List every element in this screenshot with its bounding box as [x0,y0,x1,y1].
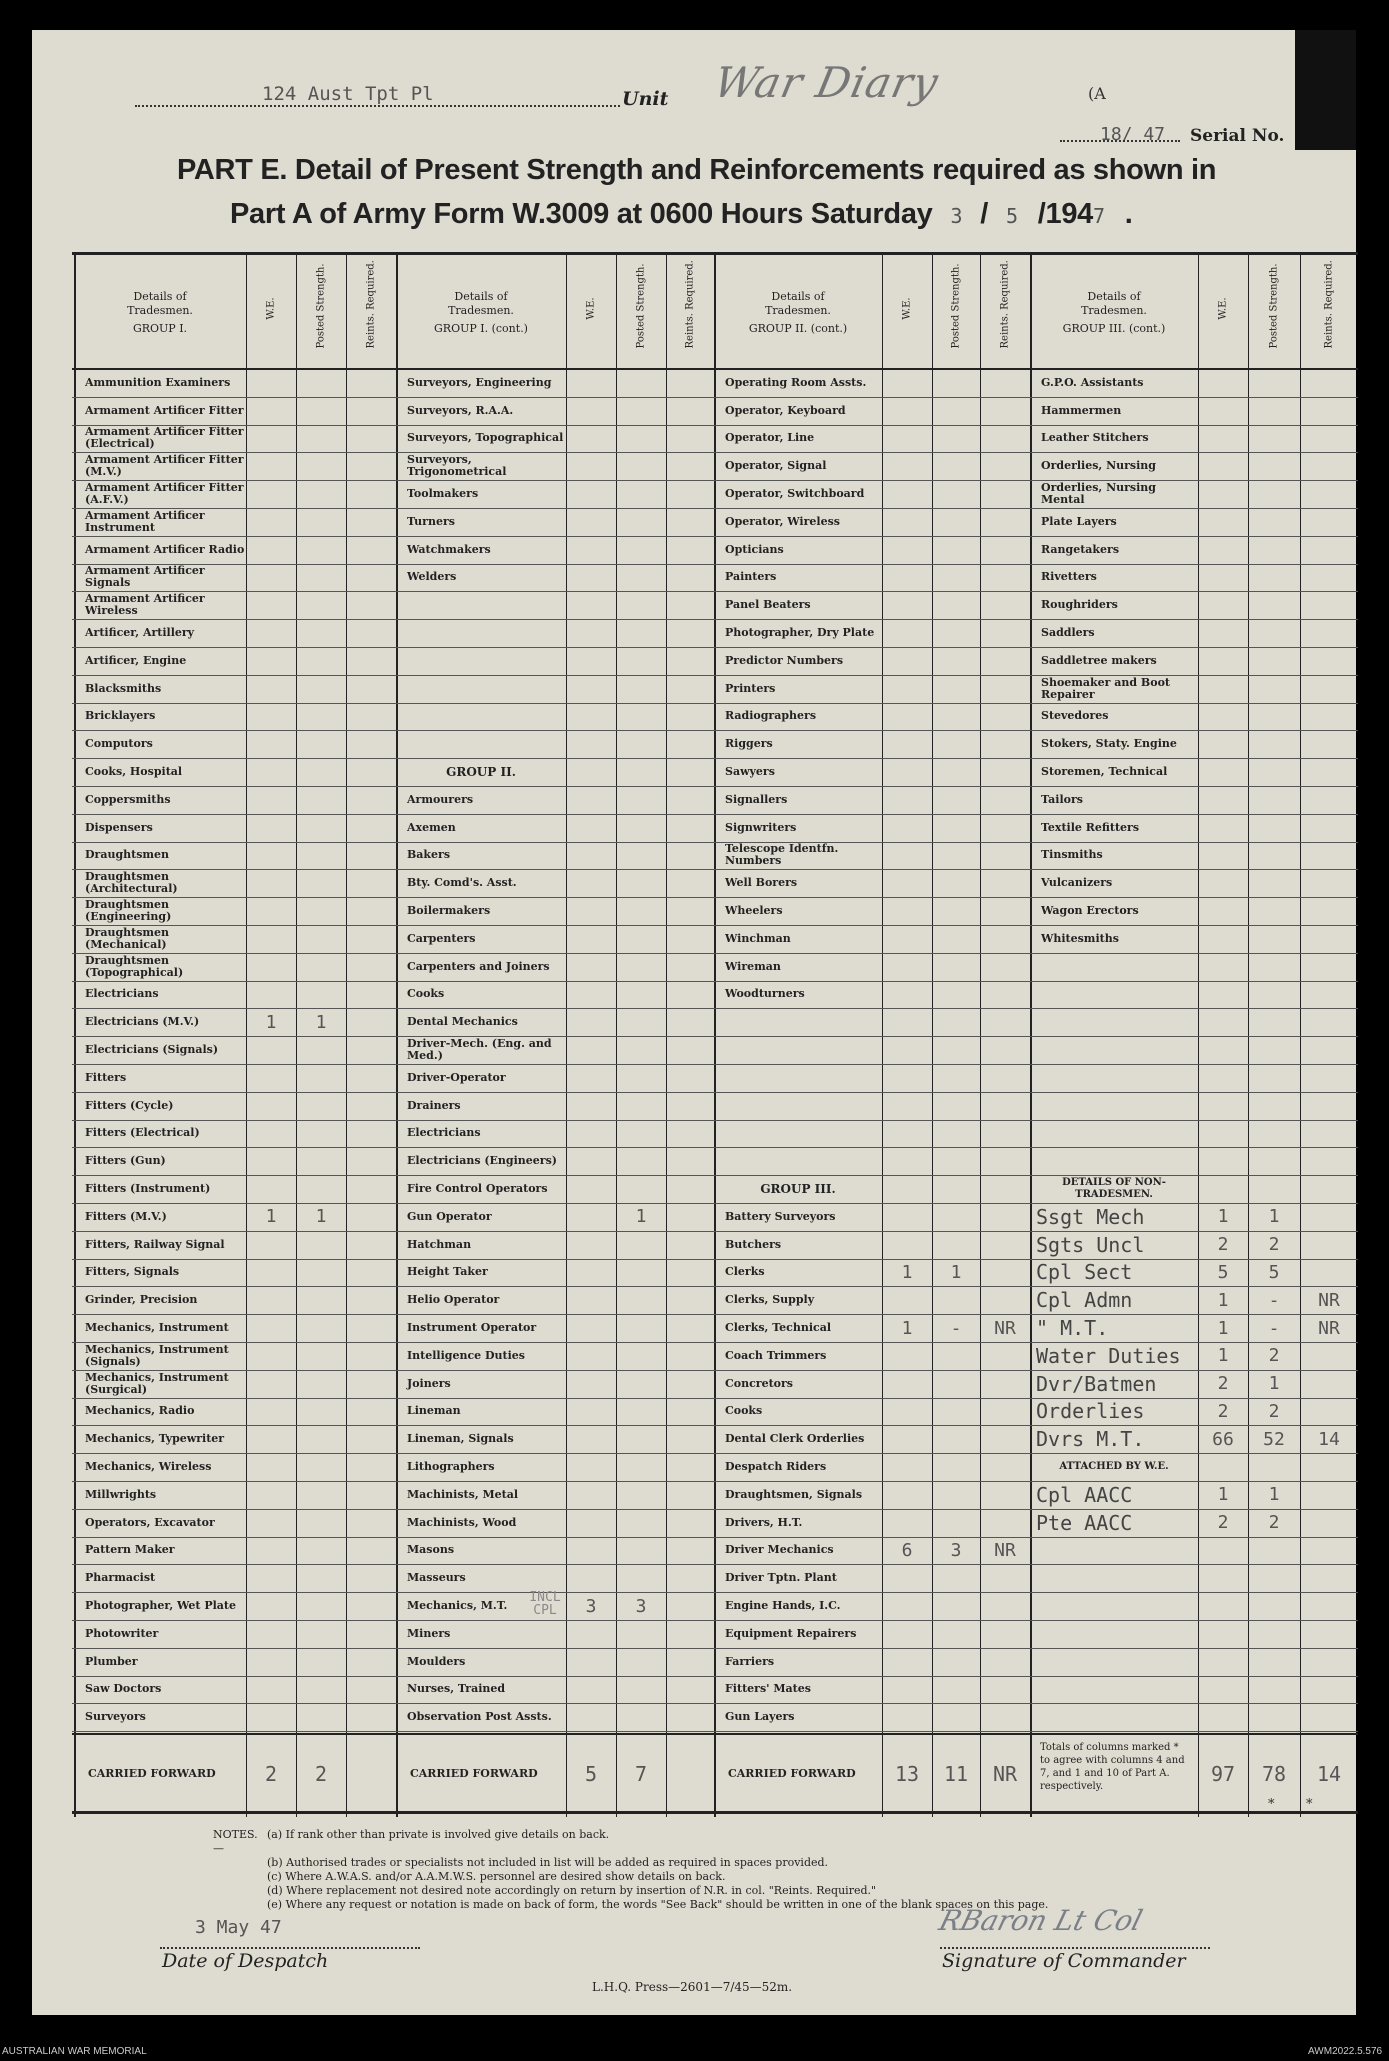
group-heading: ATTACHED BY W.E. [1059,1461,1169,1473]
note-a: (a) If rank other than private is involved give details on back. [267,1828,610,1841]
trade-name: Ssgt Mech [1036,1204,1145,1229]
trade-name: Electricians (M.V.) [85,1015,200,1029]
date-end: . [1124,198,1133,230]
details-label: Details of Tradesmen. [765,290,831,317]
trade-name: Moulders [407,1654,466,1668]
trade-name: Photographer, Dry Plate [725,626,875,640]
we-value: 2 [1217,1373,1229,1395]
reints-header: Reints. Required. [684,260,696,349]
we-value: 1 [265,1206,277,1228]
posted-value: 1 [315,1011,327,1033]
trade-name: Signwriters [725,820,797,834]
trade-name: Hatchman [407,1237,472,1251]
we-value: 1 [901,1317,913,1339]
group-heading: GROUP III. [760,1182,836,1197]
trade-name: Mechanics, Instrument (Surgical) [85,1370,229,1396]
totals-instruction: Totals of columns marked * to agree with columns 4 and 7, and 1 and 10 of Part A. respectively. [1040,1742,1185,1793]
trade-name: Rivetters [1041,570,1097,584]
reints-header: Reints. Required. [1323,260,1335,349]
we-value: 6 [901,1539,913,1561]
trade-name: Armament Artificer Fitter (A.F.V.) [85,481,244,507]
trade-name: Cpl Sect [1036,1260,1133,1285]
trade-name: Orderlies [1036,1399,1145,1424]
trade-name: Leather Stitchers [1041,431,1149,445]
trade-name: Wagon Erectors [1041,904,1139,918]
trade-name: Printers [725,681,776,695]
trade-name: Cooks, Hospital [85,765,183,779]
trade-name: Pattern Maker [85,1543,175,1557]
unit-dotted-line [135,105,620,107]
trade-name: Cooks [407,987,445,1001]
trade-name: Winchman [725,931,791,945]
group-heading: GROUP II. [446,765,516,780]
note-c: (c) Where A.W.A.S. and/or A.A.M.W.S. personnel are desired show details on back. [267,1870,726,1883]
row-rule [72,1147,1358,1148]
trade-name: Radiographers [725,709,817,723]
typed-note: INCL CPL [529,1590,561,1619]
trade-name: Mechanics, Instrument (Signals) [85,1342,229,1368]
group-label: GROUP III. (cont.) [1062,322,1166,335]
we-value: 1 [1217,1317,1229,1339]
trade-name: Welders [407,570,457,584]
trade-name: Gun Layers [725,1710,795,1724]
we-value: 1 [1217,1289,1229,1311]
trade-name: Armament Artificer Radio [85,542,245,556]
date-month: 5 [1006,204,1018,228]
trade-name: G.P.O. Assistants [1041,375,1144,389]
trade-name: Saddletree makers [1041,653,1157,667]
trade-name: Operator, Wireless [725,514,840,528]
we-value: 5 [1217,1261,1229,1283]
black-corner-tab [1295,30,1356,150]
trade-name: Toolmakers [407,487,479,501]
posted-value: 1 [315,1206,327,1228]
despatch-date: 3 May 47 [195,1917,282,1938]
posted-value: 3 [950,1539,962,1561]
group-heading: DETAILS OF NON-TRADESMEN. [1062,1177,1166,1201]
reints-value: 14 [1318,1428,1340,1450]
trade-name: Battery Surveyors [725,1209,836,1223]
trade-name: Cpl Admn [1036,1288,1133,1313]
trade-name: Dental Mechanics [407,1015,518,1029]
trade-name: Fitters (Electrical) [85,1126,200,1140]
trade-name: Saddlers [1041,626,1095,640]
trade-name: Fitters [85,1070,127,1084]
details-header [714,263,882,363]
trade-name: Farriers [725,1654,775,1668]
row-rule [72,1036,1358,1037]
trade-name: Armament Artificer Fitter (Electrical) [85,425,244,451]
serial-value: 18/ 47 [1100,124,1166,145]
group-label: GROUP II. (cont.) [748,322,848,335]
trade-name: Drainers [407,1098,461,1112]
we-header: W.E. [585,297,597,320]
details-label: Details of Tradesmen. [448,290,514,317]
trade-name: Millwrights [85,1487,157,1501]
date-sep: / [980,198,988,230]
trade-name: Electricians (Signals) [85,1043,219,1057]
we-value: 3 [585,1595,597,1617]
posted-value: 52 [1263,1428,1285,1450]
trade-name: Operator, Keyboard [725,403,846,417]
we-value: 2 [1217,1512,1229,1534]
trade-name: Signallers [725,792,788,806]
reints-value: NR [994,1317,1016,1339]
trade-name: Shoemaker and Boot Repairer [1041,675,1170,701]
posted-value: 1 [1268,1484,1280,1506]
trade-name: Axemen [407,820,456,834]
trade-name: Textile Refitters [1041,820,1140,834]
trade-name: Boilermakers [407,904,491,918]
trade-name: Dispensers [85,820,153,834]
we-header: W.E. [901,297,913,320]
trade-name: Dvrs M.T. [1036,1427,1145,1452]
trade-name: Grinder, Precision [85,1293,198,1307]
total-we: 2 [264,1762,278,1787]
trade-name: Carpenters and Joiners [407,959,550,973]
trade-name: Butchers [725,1237,782,1251]
we-header: W.E. [1217,297,1229,320]
title-line-2 [230,198,1133,231]
posted-value: 2 [1268,1234,1280,1256]
trade-name: Electricians (Engineers) [407,1154,557,1168]
trade-name: Draughtsmen, Signals [725,1487,863,1501]
trade-name: Fitters (M.V.) [85,1209,167,1223]
date-year-suffix: 7 [1093,204,1105,228]
trade-name: Roughriders [1041,598,1118,612]
despatch-label: Date of Despatch [162,1950,329,1972]
total-posted: 11 [943,1762,969,1787]
posted-value: 1 [1268,1206,1280,1228]
trade-name: Despatch Riders [725,1460,827,1474]
trade-name: Fire Control Operators [407,1182,548,1196]
trade-name: " M.T. [1036,1316,1109,1341]
trade-name: Fitters, Railway Signal [85,1237,225,1251]
commander-signature: RBaron Lt Col [935,1904,1146,1937]
trade-name: Orderlies, Nursing [1041,459,1156,473]
trade-name: Coach Trimmers [725,1348,827,1362]
strength-table [72,252,1358,1814]
trade-name: Opticians [725,542,784,556]
posted-value: 3 [635,1595,647,1617]
trade-name: Orderlies, Nursing Mental [1041,481,1156,507]
unit-label: Unit [622,88,669,110]
trade-name: Surveyors, Topographical [407,431,564,445]
we-value: 2 [1217,1234,1229,1256]
trade-name: Dental Clerk Orderlies [725,1432,865,1446]
total-reints: NR [992,1762,1018,1787]
trade-name: Engine Hands, I.C. [725,1599,841,1613]
trade-name: Armament Artificer Wireless [85,592,205,618]
grand-total-reints: 14 [1316,1762,1342,1787]
grand-total-posted: 78 [1261,1762,1287,1787]
details-header [74,263,246,363]
trade-name: Draughtsmen (Engineering) [85,898,172,924]
handwritten-title: War Diary [709,58,944,107]
trade-name: Operator, Switchboard [725,487,865,501]
posted-value: 1 [1268,1373,1280,1395]
reints-value: NR [1318,1289,1340,1311]
trade-name: Armament Artificer Fitter (M.V.) [85,453,244,479]
trade-name: Masons [407,1543,455,1557]
details-header [1030,263,1198,363]
trade-name: Well Borers [725,876,798,890]
trade-name: Stevedores [1041,709,1109,723]
row-rule [72,1064,1358,1065]
trade-name: Whitesmiths [1041,931,1119,945]
trade-name: Machinists, Wood [407,1515,517,1529]
trade-name: Predictor Numbers [725,653,844,667]
carried-forward-label: CARRIED FORWARD [410,1767,538,1781]
trade-name: Plate Layers [1041,514,1117,528]
trade-name: Photowriter [85,1626,159,1640]
posted-value: - [1268,1317,1280,1339]
row-rule [72,1731,1358,1732]
signature-label: Signature of Commander [942,1950,1186,1972]
watermark-left: AUSTRALIAN WAR MEMORIAL [2,2046,147,2057]
trade-name: Mechanics, Typewriter [85,1432,225,1446]
total-reints [666,1733,714,1815]
trade-name: Pharmacist [85,1571,156,1585]
trade-name: Artificer, Artillery [85,626,195,640]
posted-value: 2 [1268,1512,1280,1534]
trade-name: Electricians [407,1126,481,1140]
trade-name: Height Taker [407,1265,488,1279]
trade-name: Miners [407,1626,451,1640]
carried-forward-label: CARRIED FORWARD [728,1767,856,1781]
trade-name: Operators, Excavator [85,1515,215,1529]
asterisk-mark: * [1268,1797,1275,1812]
trade-name: Driver Mechanics [725,1543,834,1557]
trade-name: Sgts Uncl [1036,1232,1145,1257]
trade-name: Panel Beaters [725,598,811,612]
trade-name: Intelligence Duties [407,1348,525,1362]
posted-value: 5 [1268,1261,1280,1283]
trade-name: Water Duties [1036,1343,1181,1368]
date-day: 3 [950,204,963,228]
group-label: GROUP I. [132,322,188,335]
trade-name: Woodturners [725,987,805,1001]
notes-label: NOTES.— [213,1828,258,1855]
reints-header: Reints. Required. [999,260,1011,349]
trade-name: Painters [725,570,777,584]
trade-name: Draughtsmen (Topographical) [85,953,184,979]
trade-name: Drivers, H.T. [725,1515,803,1529]
trade-name: Plumber [85,1654,138,1668]
trade-name: Masseurs [407,1571,466,1585]
posted-value: - [1268,1289,1280,1311]
trade-name: Clerks [725,1265,765,1279]
trade-name: Wireman [725,959,781,973]
trade-name: Observation Post Assts. [407,1710,552,1724]
total-we: 13 [894,1762,920,1787]
group-label: GROUP I. (cont.) [434,322,528,335]
trade-name: Stokers, Staty. Engine [1041,737,1177,751]
posted-header: Posted Strength. [1268,263,1280,349]
we-header: W.E. [265,297,277,320]
trade-name: Mechanics, Wireless [85,1460,212,1474]
signature-dotted-line [940,1947,1210,1949]
trade-name: Fitters' Mates [725,1682,811,1696]
title-line-1: PART E. Detail of Present Strength and Reinforcements required as shown in [177,154,1217,186]
row-rule [72,1120,1358,1121]
trade-name: Saw Doctors [85,1682,162,1696]
trade-name: Armament Artificer Fitter [85,403,244,417]
trade-name: Photographer, Wet Plate [85,1599,237,1613]
trade-name: Mechanics, Radio [85,1404,195,1418]
trade-name: Surveyors, R.A.A. [407,403,514,417]
trade-name: Tinsmiths [1041,848,1103,862]
trade-name: Blacksmiths [85,681,162,695]
trade-name: Fitters (Cycle) [85,1098,174,1112]
trade-name: Hammermen [1041,403,1122,417]
details-label: Details of Tradesmen. [127,290,193,317]
we-value: 66 [1212,1428,1234,1450]
trade-name: Draughtsmen (Architectural) [85,870,178,896]
date-year-prefix: /194 [1037,198,1093,230]
asterisk-mark: * [1306,1797,1313,1812]
trade-name: Mechanics, Instrument [85,1321,229,1335]
we-value: 2 [1217,1400,1229,1422]
grand-total-we: 97 [1210,1762,1236,1787]
trade-name: Driver-Mech. (Eng. and Med.) [407,1037,552,1063]
trade-name: Joiners [407,1376,451,1390]
trade-name: Instrument Operator [407,1321,537,1335]
trade-name: Surveyors [85,1710,146,1724]
trade-name: Surveyors, Trigonometrical [407,453,507,479]
trade-name: Machinists, Metal [407,1487,519,1501]
trade-name: Turners [407,514,455,528]
note-d: (d) Where replacement not desired note accordingly on return by insertion of N.R. in col. "Reints. Required." [267,1884,877,1897]
we-value: 1 [1217,1206,1229,1228]
total-posted: 2 [314,1762,328,1787]
we-value: 1 [1217,1345,1229,1367]
date-year [1038,198,1105,231]
trade-name: Cooks [725,1404,763,1418]
total-reints [346,1733,396,1815]
posted-value: - [950,1317,962,1339]
trade-name: Concretors [725,1376,793,1390]
title-line-2-text: Part A of Army Form W.3009 at 0600 Hours Saturday [230,198,933,230]
trade-name: Computors [85,737,153,751]
print-reference: L.H.Q. Press—2601—7/45—52m. [592,1980,793,1994]
posted-header: Posted Strength. [315,263,327,349]
details-label: Details of Tradesmen. [1081,290,1147,317]
trade-name: Draughtsmen (Mechanical) [85,925,170,951]
trade-name: Lineman [407,1404,461,1418]
note-row-a [213,1828,1048,1856]
trade-name: Cpl AACC [1036,1482,1133,1507]
total-posted: 7 [634,1762,648,1787]
trade-name: Lithographers [407,1460,495,1474]
trade-name: Helio Operator [407,1293,500,1307]
trade-name: Artificer, Engine [85,653,187,667]
trade-name: Sawyers [725,765,775,779]
serial-dotted-line [1060,140,1180,142]
trade-name: Vulcanizers [1041,876,1113,890]
reints-value: NR [1318,1317,1340,1339]
corner-mark: (A [1088,84,1106,103]
trade-name: Driver-Operator [407,1070,506,1084]
total-we: 5 [584,1762,598,1787]
unit-name: 124 Aust Tpt Pl [262,83,434,105]
trade-name: Telescope Identfn. Numbers [725,842,839,868]
trade-name: Nurses, Trained [407,1682,506,1696]
trade-name: Tailors [1041,792,1083,806]
serial-label: Serial No. [1190,126,1285,146]
trade-name: Clerks, Technical [725,1321,831,1335]
trade-name: Operator, Signal [725,459,827,473]
trade-name: Bty. Comd's. Asst. [407,876,517,890]
trade-name: Bricklayers [85,709,156,723]
note-b: (b) Authorised trades or specialists not included in list will be added as required in spaces provided. [267,1856,829,1869]
trade-name: Armourers [407,792,474,806]
trade-name: Lineman, Signals [407,1432,514,1446]
note-e: (e) Where any request or notation is made on back of form, the words "See Back" should be written in one of the blank spaces on this page. [267,1898,1049,1911]
posted-value: 2 [1268,1345,1280,1367]
details-header [396,263,566,363]
trade-name: Fitters (Gun) [85,1154,166,1168]
trade-name: Clerks, Supply [725,1293,815,1307]
we-value: 1 [1217,1484,1229,1506]
posted-value: 1 [950,1261,962,1283]
reints-header: Reints. Required. [365,260,377,349]
posted-value: 1 [635,1206,647,1228]
trade-name: Storemen, Technical [1041,765,1168,779]
trade-name: Wheelers [725,904,783,918]
trade-name: Rangetakers [1041,542,1120,556]
posted-header: Posted Strength. [950,263,962,349]
watermark-right: AWM2022.5.576 [1308,2046,1383,2057]
trade-name: Mechanics, M.T. [407,1599,508,1613]
trade-name: Draughtsmen [85,848,170,862]
row-rule [72,1092,1358,1093]
we-value: 1 [265,1011,277,1033]
trade-name: Operator, Line [725,431,815,445]
trade-name: Armament Artificer Signals [85,564,205,590]
carried-forward-label: CARRIED FORWARD [88,1767,216,1781]
trade-name: Driver Tptn. Plant [725,1571,837,1585]
trade-name: Watchmakers [407,542,491,556]
trade-name: Gun Operator [407,1209,492,1223]
trade-name: Riggers [725,737,773,751]
despatch-dotted-line [160,1947,420,1949]
trade-name: Fitters, Signals [85,1265,180,1279]
trade-name: Equipment Repairers [725,1626,857,1640]
trade-name: Operating Room Assts. [725,375,867,389]
trade-name: Surveyors, Engineering [407,375,552,389]
we-value: 1 [901,1261,913,1283]
posted-value: 2 [1268,1400,1280,1422]
trade-name: Ammunition Examiners [85,375,231,389]
trade-name: Dvr/Batmen [1036,1371,1157,1396]
trade-name: Electricians [85,987,159,1001]
trade-name: Pte AACC [1036,1510,1133,1535]
trade-name: Carpenters [407,931,476,945]
trade-name: Bakers [407,848,451,862]
reints-value: NR [994,1539,1016,1561]
trade-name: Armament Artificer Instrument [85,508,205,534]
trade-name: Coppersmiths [85,792,171,806]
trade-name: Fitters (Instrument) [85,1182,211,1196]
posted-header: Posted Strength. [635,263,647,349]
notes [213,1828,1048,1912]
